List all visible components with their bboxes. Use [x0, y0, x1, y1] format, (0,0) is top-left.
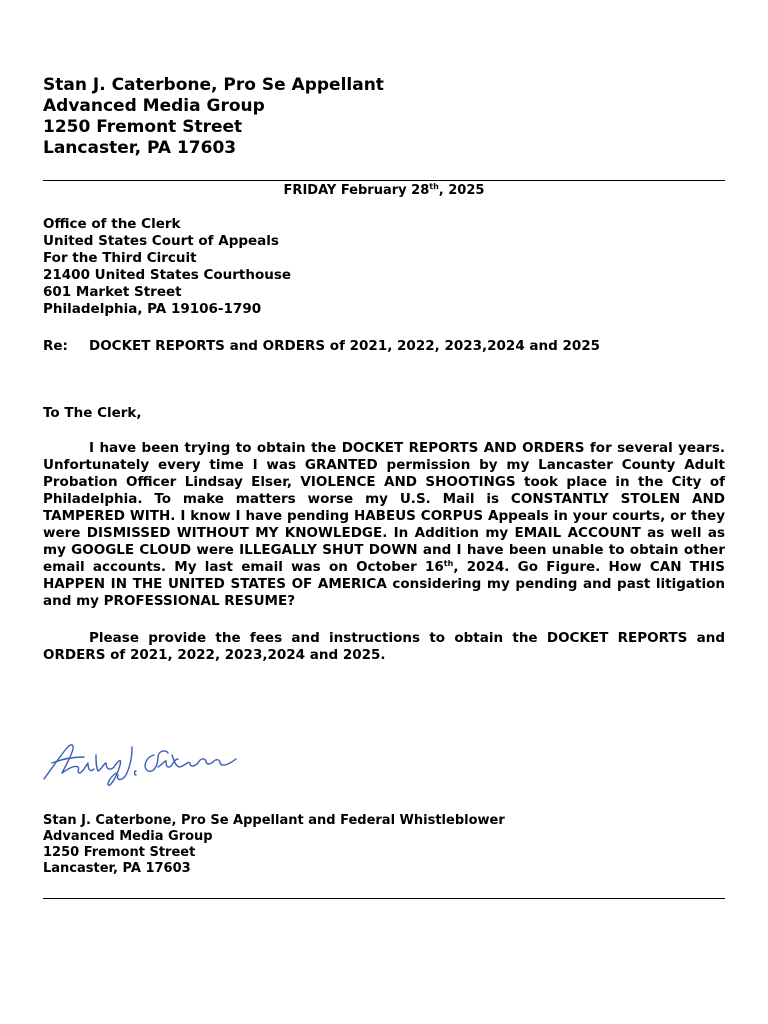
- footer-street: 1250 Fremont Street: [43, 845, 196, 860]
- header-divider: [43, 180, 725, 181]
- letter-date: FRIDAY February 28th, 2025: [283, 182, 485, 198]
- subject-text: DOCKET REPORTS and ORDERS of 2021, 2022, 2023,2024 and 2025: [89, 338, 601, 354]
- footer-divider: [43, 898, 725, 899]
- handwritten-signature: [40, 735, 245, 787]
- footer-city: Lancaster, PA 17603: [43, 861, 191, 876]
- sender-city: Lancaster, PA 17603: [43, 138, 237, 158]
- recipient-line: United States Court of Appeals: [43, 233, 279, 249]
- body-paragraph-2: Please provide the fees and instructions to obtain the DOCKET REPORTS and ORDERS of 2021, 2022, 2023,2024 and 2025.: [43, 630, 725, 663]
- sender-header: [43, 75, 384, 159]
- body-paragraph-1: I have been trying to obtain the DOCKET REPORTS AND ORDERS for several years. Unfortunately every time I was GRANTED permission by my Lancaster County Adult Probation Officer Lindsay Elser, VIOLENCE AND SHOOTINGS took place in the City of Philadelphia. To make matters worse my U.S. Mail is CONSTANTLY STOLEN AND TAMPERED WITH. I know I have pending HABEUS CORPUS Appeals in your courts, or they were DISMISSED WITHOUT MY KNOWLEDGE. In Addition my EMAIL ACCOUNT as well as my GOOGLE CLOUD were ILLEGALLY SHUT DOWN and I have been unable to obtain other email accounts. My last email was on October 16th, 2024. Go Figure. How CAN THIS HAPPEN IN THE UNITED STATES OF AMERICA considering my pending and past litigation and my PROFESSIONAL RESUME?: [43, 440, 725, 609]
- footer-company: Advanced Media Group: [43, 829, 213, 844]
- recipient-line: 21400 United States Courthouse: [43, 267, 292, 283]
- recipient-line: Office of the Clerk: [43, 216, 181, 232]
- recipient-line: 601 Market Street: [43, 284, 182, 300]
- sender-company: Advanced Media Group: [43, 96, 265, 116]
- footer-name: Stan J. Caterbone, Pro Se Appellant and Federal Whistleblower: [43, 813, 505, 828]
- recipient-line: For the Third Circuit: [43, 250, 197, 266]
- recipient-address: [43, 216, 291, 318]
- footer-signature-block: [43, 813, 505, 877]
- sender-name: Stan J. Caterbone, Pro Se Appellant: [43, 75, 384, 95]
- salutation: To The Clerk,: [43, 405, 142, 421]
- sender-street: 1250 Fremont Street: [43, 117, 243, 137]
- subject-line: [43, 338, 600, 355]
- recipient-line: Philadelphia, PA 19106-1790: [43, 301, 262, 317]
- subject-label: Re:: [43, 338, 68, 354]
